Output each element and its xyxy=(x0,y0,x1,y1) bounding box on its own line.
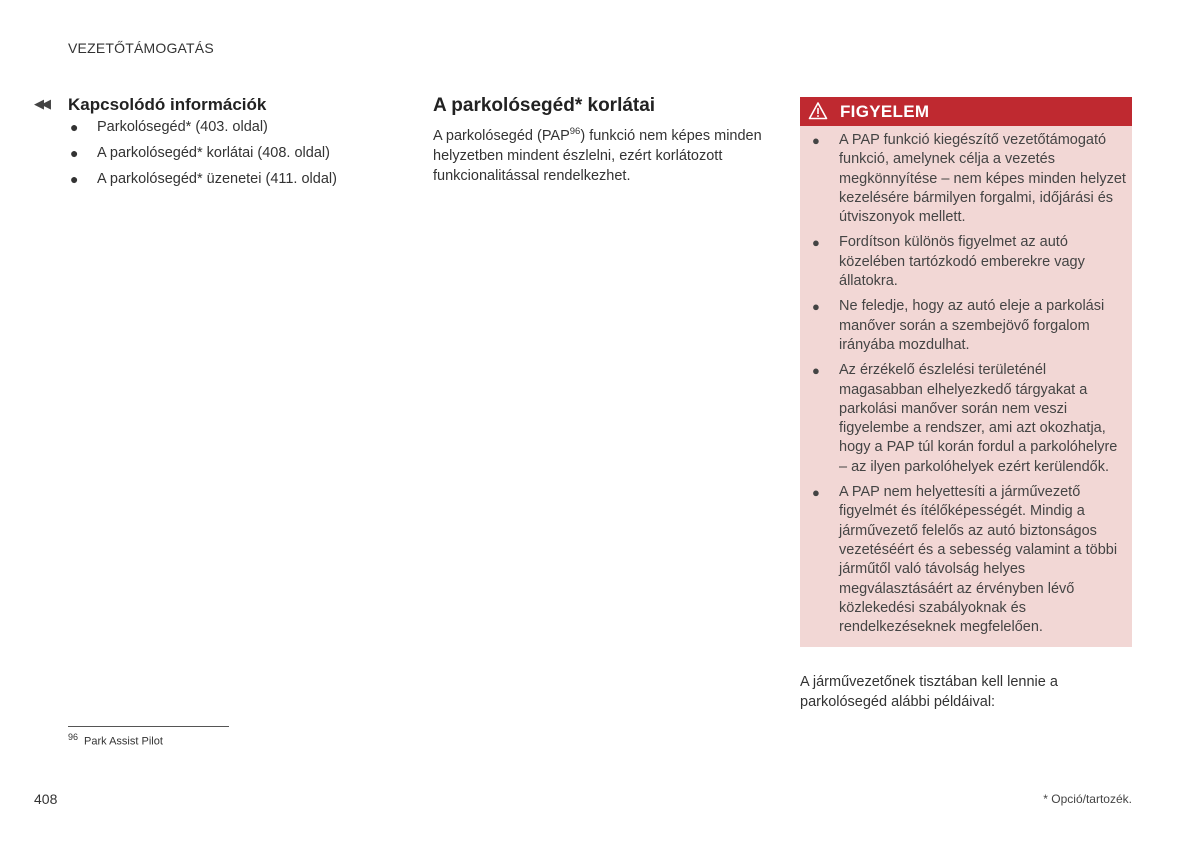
warning-item: ● A PAP nem helyettesíti a járművezető figyelmét és ítélőképességét. Mindig a járművezető felelős az autó biztonságos vezetéséért és a sebesség valamint a többi járműtől való távolság helyes megválasztásáért az érvényben lévő közlekedési szabályoknak és rendelkezéseknek megfelelően. xyxy=(812,484,1118,636)
warning-title: FIGYELEM xyxy=(840,102,930,121)
warning-item: ● A PAP funkció kiegészítő vezetőtámogató funkció, amelynek célja a vezetés megkönnyítése – nem képes minden helyzet kezelésére bármilyen forgalmi, időjárási és útviszonyok mellett. xyxy=(812,132,1126,226)
examples-intro-paragraph: A járművezetőnek tisztában kell lennie a parkolósegéd alábbi példáival: xyxy=(800,674,1058,710)
bullet-icon: ● xyxy=(812,485,820,501)
warning-item: ● Ne feledje, hogy az autó eleje a parkolási manőver során a szembejövő forgalom irányába mozdulhat. xyxy=(812,298,1105,353)
warning-header xyxy=(800,97,1132,126)
warning-triangle-icon xyxy=(808,101,828,121)
related-info-title: Kapcsolódó információk xyxy=(68,95,267,114)
bullet-icon: ● xyxy=(812,363,820,379)
page-title: A parkolósegéd* korlátai xyxy=(433,95,656,116)
intro-paragraph: A parkolósegéd (PAP$^{96}$) funkció nem képes minden helyzetben mindent észlelni, ezért korlátozott funkcionalitással rendelkezhet. xyxy=(433,126,762,184)
footnote xyxy=(68,732,163,748)
back-arrows-icon[interactable]: ◀◀ xyxy=(34,96,48,111)
related-link[interactable]: ● A parkolósegéd* üzenetei (411. oldal) xyxy=(70,171,337,187)
related-info-list xyxy=(68,118,388,196)
footnote-divider xyxy=(68,726,229,727)
bullet-icon: ● xyxy=(812,235,820,251)
footnote-number: 96 xyxy=(68,732,79,742)
bullet-icon: ● xyxy=(70,171,79,187)
warning-list xyxy=(808,131,1126,643)
footnote-ref[interactable]: 96 xyxy=(569,126,581,137)
bullet-icon: ● xyxy=(812,133,820,148)
bullet-icon: ● xyxy=(812,299,820,315)
bullet-icon: ● xyxy=(70,119,79,135)
related-link[interactable]: ● Parkolósegéd* (403. oldal) xyxy=(70,119,268,135)
section-header: VEZETŐTÁMOGATÁS xyxy=(68,40,214,56)
option-note: * Opció/tartozék. xyxy=(1043,792,1132,806)
related-link[interactable]: ● A parkolósegéd* korlátai (408. oldal) xyxy=(70,145,330,161)
page-number: 408 xyxy=(34,791,58,807)
footnote-text: Park Assist Pilot xyxy=(84,735,163,748)
warning-item: ● Az érzékelő észlelési területénél magasabban elhelyezkedő tárgyakat a parkolási manőver során nem veszi figyelembe a rendszer, ami azt okozhatja, hogy a PAP túl korán fordul a parkolóhelyre – az ilyen parkolóhelyek ezért kerülendők. xyxy=(812,362,1118,475)
bullet-icon: ● xyxy=(70,145,79,161)
warning-item: ● Fordítson különös figyelmet az autó közelében tartózkodó emberekre vagy állatokra. xyxy=(812,234,1085,290)
